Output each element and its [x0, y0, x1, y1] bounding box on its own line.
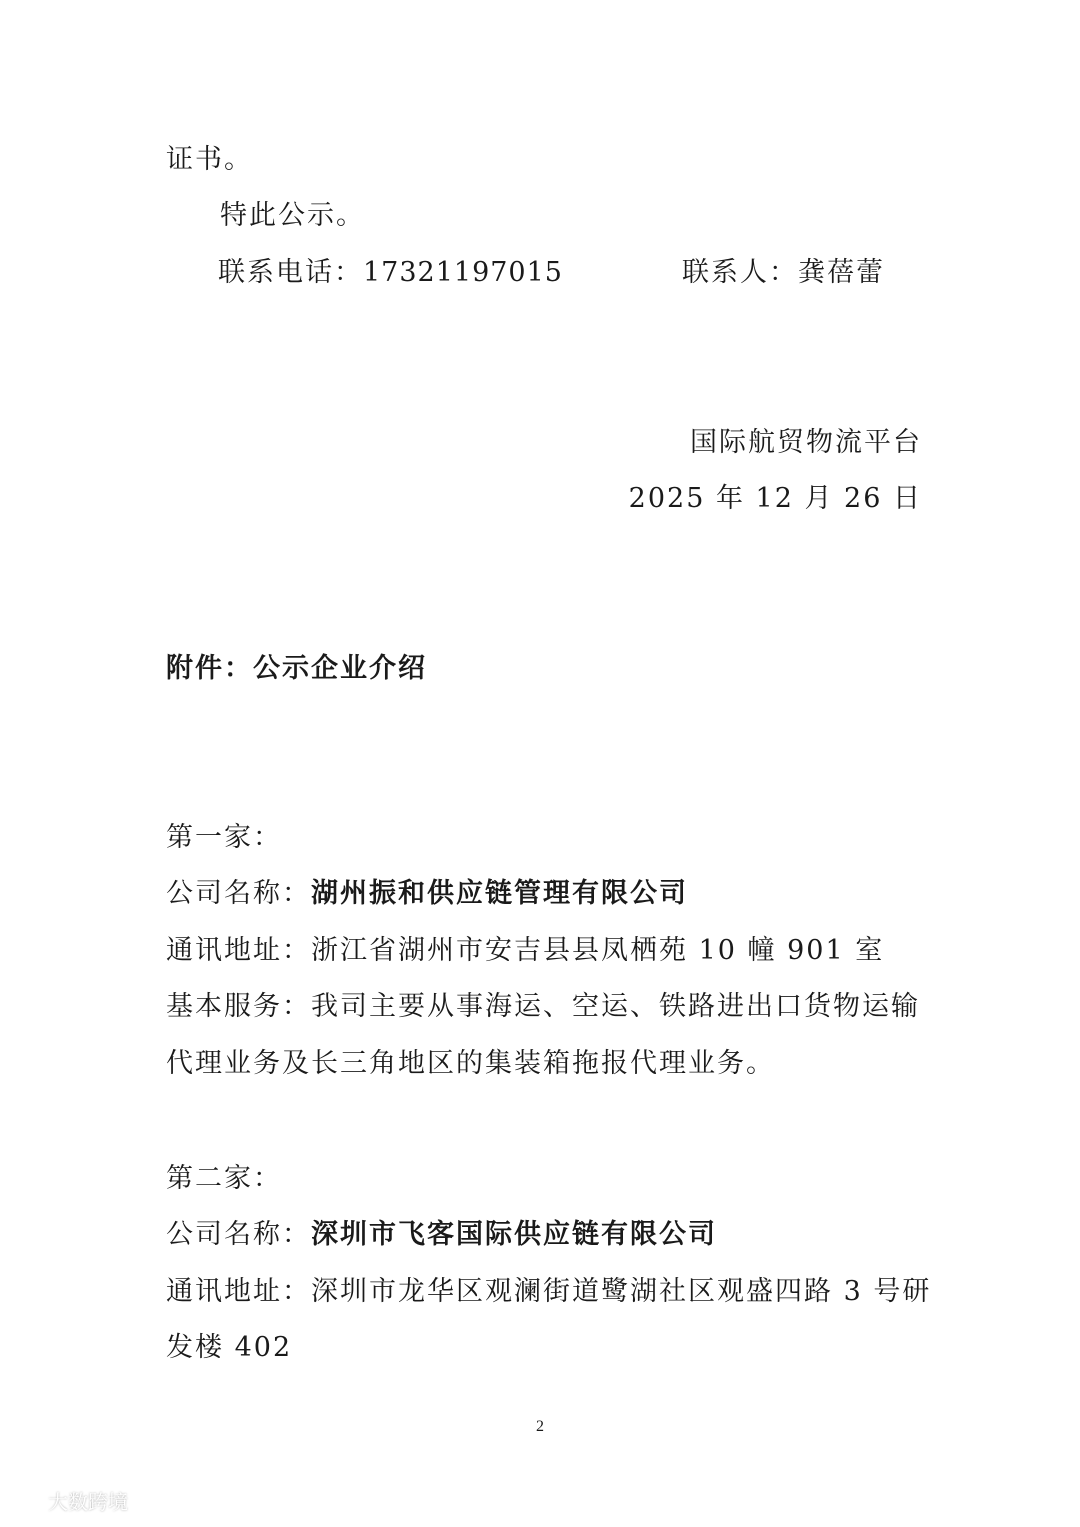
company-2-name-value: 深圳市飞客国际供应链有限公司 — [311, 1219, 717, 1250]
company-1-address-label: 通讯地址： — [166, 935, 311, 966]
contact-phone-value: 17321197015 — [363, 257, 563, 288]
watermark — [8, 1486, 128, 1515]
contact-phone-line — [218, 255, 563, 291]
watermark-text: 大数跨境 — [48, 1490, 128, 1514]
company-2-ordinal: 第二家： — [166, 1163, 282, 1194]
company-1-name-value: 湖州振和供应链管理有限公司 — [311, 878, 688, 909]
company-1-ordinal: 第一家： — [166, 822, 282, 853]
company-2-address-value-2: 发楼 402 — [166, 1332, 293, 1363]
cloud-logo-icon — [8, 1489, 42, 1513]
company-1-service-label: 基本服务： — [166, 991, 311, 1022]
company-1-name-line — [166, 876, 688, 912]
company-1-address-line — [166, 933, 884, 969]
attachment-title: 附件：公示企业介绍 — [166, 653, 427, 684]
contact-person-line — [682, 255, 885, 291]
contact-person-label: 联系人： — [682, 257, 798, 288]
company-1-service-line — [166, 989, 920, 1025]
issuer-name: 国际航贸物流平台 — [690, 427, 922, 458]
issue-date: 2025 年 12 月 26 日 — [628, 483, 922, 514]
announcement-text: 特此公示。 — [220, 200, 365, 231]
company-2-name-line — [166, 1217, 717, 1253]
company-2-address-line — [166, 1274, 931, 1310]
company-1-service-value-1: 我司主要从事海运、空运、铁路进出口货物运输 — [311, 991, 920, 1022]
page-number: 2 — [536, 1418, 544, 1435]
company-2-address-value-1: 深圳市龙华区观澜街道鹭湖社区观盛四路 3 号研 — [311, 1276, 932, 1307]
company-2-address-label: 通讯地址： — [166, 1276, 311, 1307]
company-2-name-label: 公司名称： — [166, 1219, 311, 1250]
company-1-service-value-2: 代理业务及长三角地区的集装箱拖报代理业务。 — [166, 1048, 775, 1079]
company-1-address-value: 浙江省湖州市安吉县县凤栖苑 10 幢 901 室 — [311, 935, 885, 966]
contact-person-value: 龚蓓蕾 — [798, 257, 885, 288]
company-1-name-label: 公司名称： — [166, 878, 311, 909]
contact-phone-label: 联系电话： — [218, 257, 363, 288]
certificate-text: 证书。 — [166, 144, 253, 175]
